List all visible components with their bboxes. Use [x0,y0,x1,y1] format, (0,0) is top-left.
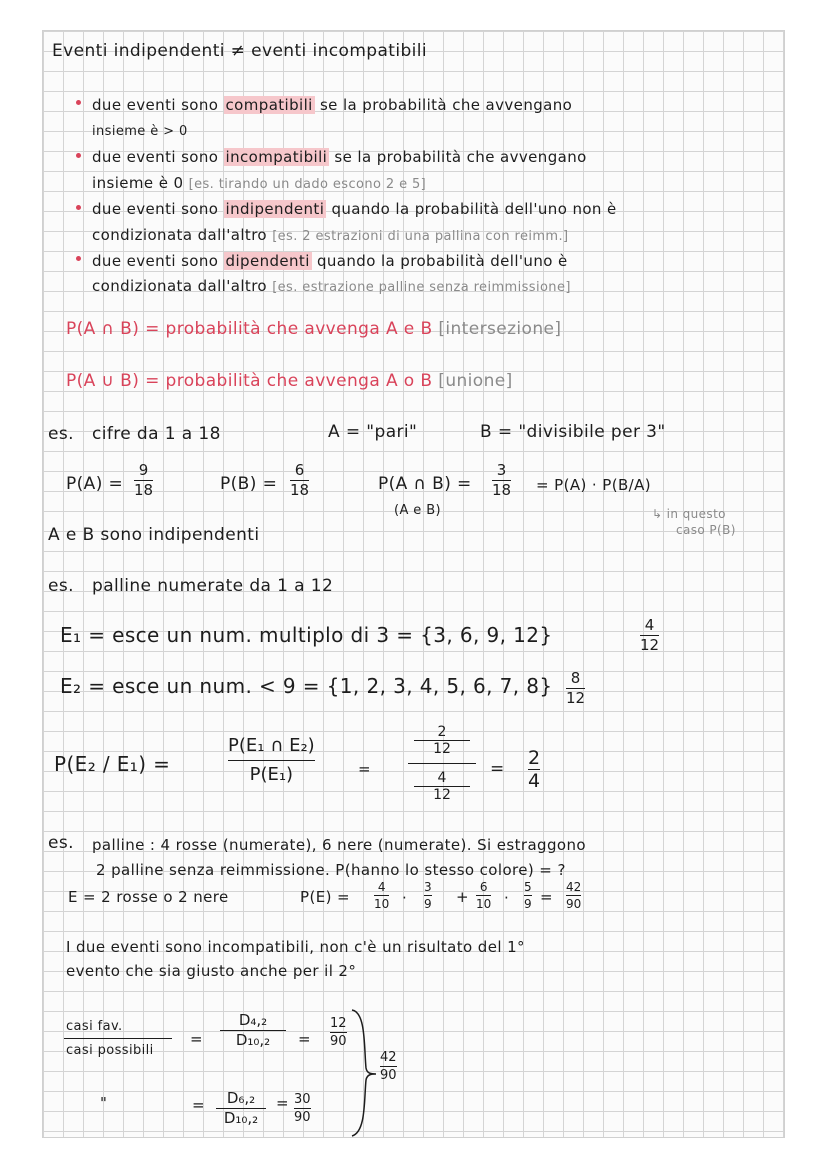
incompatible-line-1: I due eventi sono incompatibili, non c'è un risultato del 1° [66,938,525,956]
pab-subtitle: (A e B) [394,503,442,518]
example-3-line-1: palline : 4 rosse (numerate), 6 nere (numerate). Si estraggono [92,836,586,854]
intersection-definition: P(A ∩ B) = probabilità che avvenga A e B [intersezione] [66,319,562,339]
eq-sign-3: = [540,888,553,906]
conditional-formula: P(E₁ ∩ E₂) P(E₁) [228,735,315,785]
ditto-mark: " [100,1094,108,1112]
plus-sign: + [456,888,469,906]
note-line-1: ↳ in questo [652,507,726,521]
compound-fraction: 2 12 4 12 [408,724,476,803]
pb-label: P(B) = [220,474,278,494]
pe-label: P(E) = [300,888,350,906]
example-1-label: es. [48,424,74,444]
bullet-3-cont: condizionata dall'altro [es. 2 estrazioni di una pallina con reimm.] [92,226,569,244]
eq-sign-4: = [190,1030,203,1048]
example-3-line-2: 2 palline senza reimmissione. P(hanno lo stesso colore) = ? [96,861,566,879]
eq-sign-6: = [192,1096,205,1114]
bullet-dot [76,153,81,158]
d42-over-d102: D₄,₂ D₁₀,₂ [220,1012,286,1049]
total-fraction: 42 90 [380,1050,397,1083]
product-formula: = P(A) · P(B/A) [536,476,652,494]
pa-label: P(A) = [66,474,124,494]
bullet-2-text: due eventi sono incompatibili se la probabilità che avvengano [92,148,587,166]
frac-42-90: 42 90 [566,880,582,911]
dot-2: · [504,889,510,907]
bullet-3-text: due eventi sono indipendenti quando la probabilità dell'uno non è [92,200,617,218]
result-fraction: 2 4 [528,747,541,792]
pab-label: P(A ∩ B) = [378,474,472,494]
bullet-dot [76,100,81,105]
example-1-text: cifre da 1 a 18 [92,424,221,444]
event-e1: E₁ = esce un num. multiplo di 3 = {3, 6, 9, 12} [60,623,553,647]
page-title: Eventi indipendenti ≠ eventi incompatibili [52,41,428,61]
note-line-2: caso P(B) [676,523,736,537]
frac-30-90: 30 90 [294,1092,311,1125]
dot-1: · [402,889,408,907]
bullet-4-cont: condizionata dall'altro [es. estrazione palline senza reimmissione] [92,277,571,295]
bullet-2-cont: insieme è 0 [es. tirando un dado escono 2 e 5] [92,174,427,192]
casi-fraction-bar [64,1038,172,1039]
frac-4-10: 4 10 [374,880,390,911]
bullet-1-text: due eventi sono compatibili se la probabilità che avvengano [92,96,573,114]
example-2-label: es. [48,576,74,596]
event-a-definition: A = "pari" [328,422,418,442]
bullet-dot [76,256,81,261]
example-1-conclusion: A e B sono indipendenti [48,525,260,545]
frac-5-9: 5 9 [524,880,532,911]
event-e-definition: E = 2 rosse o 2 nere [68,888,229,906]
eq-sign: = [358,760,371,778]
casi-favorevoli: casi fav. [66,1019,123,1034]
eq-sign-7: = [276,1094,289,1112]
eq-sign-5: = [298,1030,311,1048]
frac-3-9: 3 9 [424,880,432,911]
example-3-label: es. [48,833,74,853]
bullet-dot [76,205,81,210]
e1-fraction: 4 12 [640,616,660,654]
frac-12-90: 12 90 [330,1016,347,1049]
eq-sign-2: = [490,759,505,779]
bullet-4-text: due eventi sono dipendenti quando la probabilità dell'uno è [92,252,568,270]
pa-fraction: 9 18 [134,461,154,499]
d62-over-d102: D₆,₂ D₁₀,₂ [216,1090,266,1127]
pab-fraction: 3 18 [492,461,512,499]
event-e2: E₂ = esce un num. < 9 = {1, 2, 3, 4, 5, 6, 7, 8} [60,674,553,698]
incompatible-line-2: evento che sia giusto anche per il 2° [66,962,357,980]
casi-possibili: casi possibili [66,1043,154,1058]
pb-fraction: 6 18 [290,461,310,499]
event-b-definition: B = "divisibile per 3" [480,422,666,442]
e2-fraction: 8 12 [566,669,586,707]
conditional-prob-label: P(E₂ / E₁) = [54,752,171,776]
bullet-1-cont: insieme è > 0 [92,124,188,139]
frac-6-10: 6 10 [476,880,492,911]
union-definition: P(A ∪ B) = probabilità che avvenga A o B [unione] [66,371,513,391]
example-2-text: palline numerate da 1 a 12 [92,576,334,596]
